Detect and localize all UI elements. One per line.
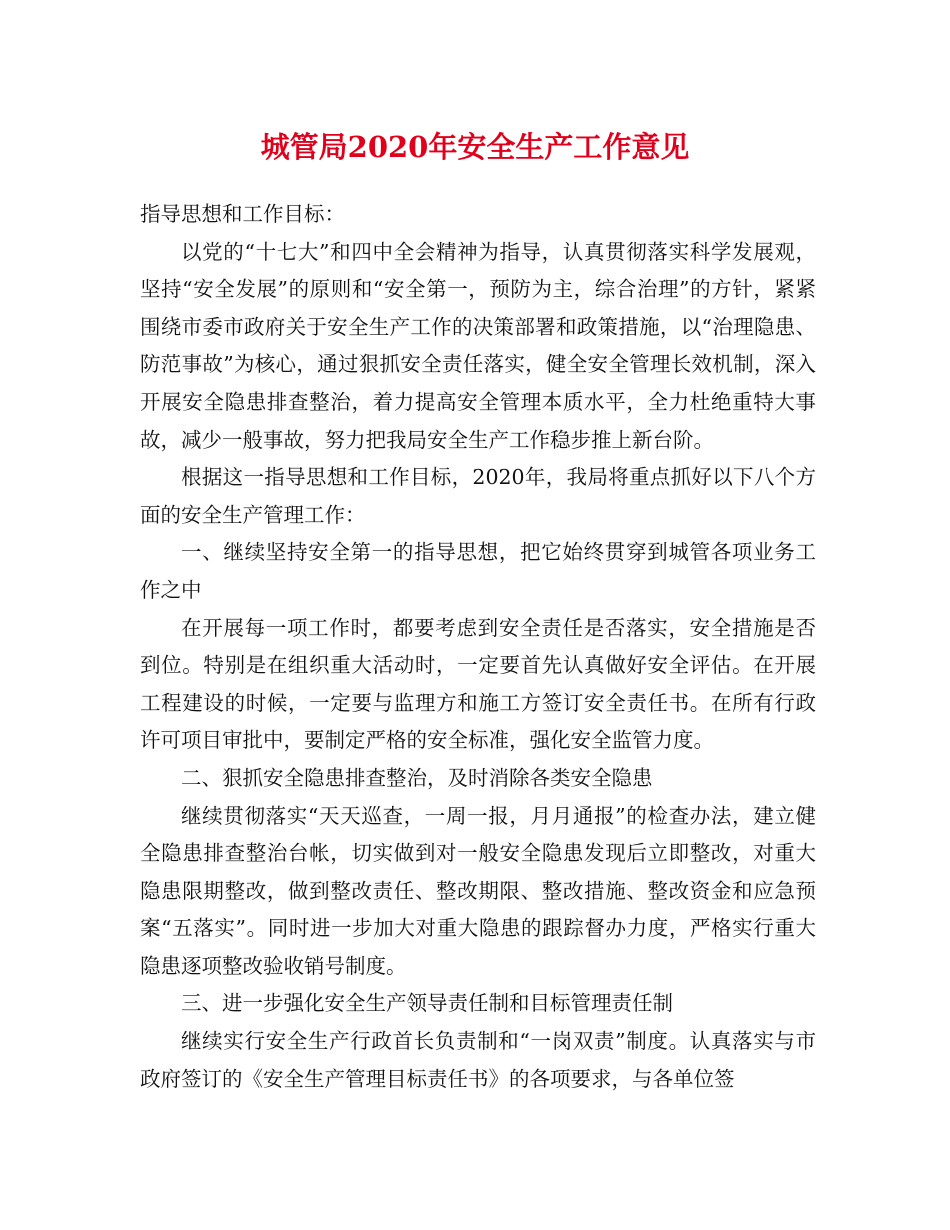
section-heading-guiding-ideology: 指导思想和工作目标： [140,202,345,226]
paragraph-section-two: 继续贯彻落实“天天巡查，一周一报，月月通报”的检查办法，建立健全隐患排查整治台帐，切实做到对一般安全隐患发现后立即整改，对重大隐患限期整改，做到整改责任、整改期限、整改措施、整改资金和应急预案“五落实”。同时进一步加大对重大隐患的跟踪督办力度，严格实行重大隐患逐项整改验收销号制度。 [140,803,816,978]
section-heading-one: 一、继续坚持安全第一的指导思想，把它始终贯穿到城管各项业务工作之中 [140,540,816,602]
section-heading-three: 三、进一步强化安全生产领导责任制和目标管理责任制 [181,991,673,1016]
paragraph-guiding-ideology: 以党的“十七大”和四中全会精神为指导，认真贯彻落实科学发展观，坚持“安全发展”的原则和“安全第一，预防为主，综合治理”的方针，紧紧围绕市委市政府关于安全生产工作的决策部署和政策措施，以“治理隐患、防范事故”为核心，通过狠抓安全责任落实，健全安全管理长效机制，深入开展安全隐患排查整治，着力提高安全管理本质水平，全力杜绝重特大事故，减少一般事故，努力把我局安全生产工作稳步推上新台阶。 [140,239,816,452]
section-heading-two: 二、狠抓安全隐患排查整治，及时消除各类安全隐患 [181,765,653,790]
document-title: 城管局2020年安全生产工作意见 [260,130,690,164]
paragraph-section-three: 继续实行安全生产行政首长负责制和“一岗双责”制度。认真落实与市政府签订的《安全生产管理目标责任书》的各项要求，与各单位签 [140,1029,816,1091]
document-body [140,196,816,1098]
paragraph-section-one: 在开展每一项工作时，都要考虑到安全责任是否落实，安全措施是否到位。特别是在组织重大活动时，一定要首先认真做好安全评估。在开展工程建设的时候，一定要与监理方和施工方签订安全责任书。在所有行政许可项目审批中，要制定严格的安全标准，强化安全监管力度。 [140,615,816,753]
paragraph-eight-aspects: 根据这一指导思想和工作目标，2020年，我局将重点抓好以下八个方面的安全生产管理工作： [140,465,816,527]
